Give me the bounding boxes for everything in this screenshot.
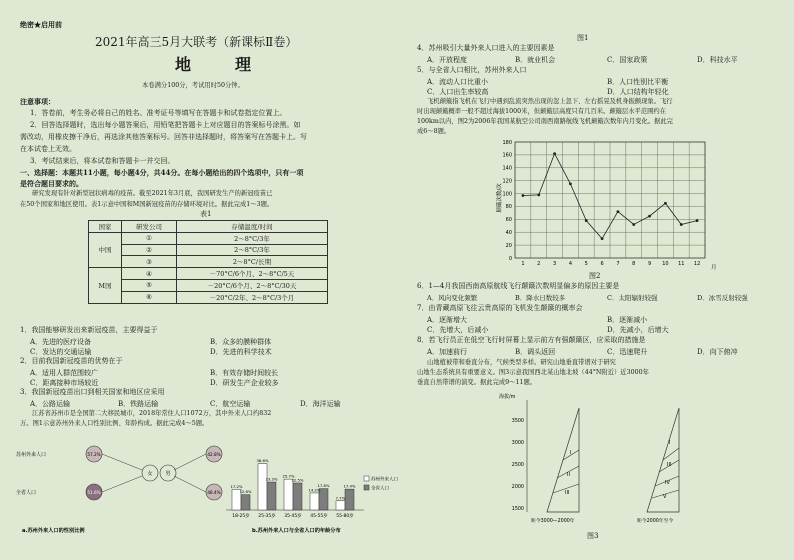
option[interactable]: A．流动人口比重小 [427, 78, 489, 86]
bar-label: 17.2% [230, 483, 243, 489]
question-stem: 5．与全省人口相比，苏州外来人口 [417, 66, 527, 74]
option[interactable]: B．逐渐减小 [607, 316, 648, 324]
pct-label: 57.2% [87, 452, 101, 457]
question-stem: 7．由青藏高原飞往云贵高原的飞机发生颠簸的概率会 [417, 304, 583, 312]
x-tick-label: 7 [616, 261, 620, 267]
passage-line: 山地生态系统具有重要意义。图3示意我国西北某山地北坡（44°N附近）近3000年 [417, 369, 649, 376]
bar-migrant [310, 493, 319, 510]
option[interactable]: D．冰雪反射较强 [697, 294, 748, 302]
zone-label: II [567, 472, 570, 478]
y-tick-label: 80 [505, 204, 512, 211]
option[interactable]: C．距离接种市场较近 [30, 379, 99, 387]
tick-label: 3500 [511, 419, 524, 424]
category-label: 55-80岁 [336, 514, 354, 519]
legend-label: 全省人口 [371, 486, 389, 492]
category-label: 35-45岁 [284, 514, 302, 519]
y-tick-label: 140 [502, 165, 512, 172]
passage-line: 研究发现有针对新型冠状病毒的疫苗。截至2021年3月底，我国研发生产的新冠疫苗已 [32, 190, 273, 197]
y-tick-label: 160 [502, 152, 512, 159]
passage-line: 在50个国家和地区使用。表1示意中国和M国新冠疫苗的存储环境对比。据此完成1～3题。 [20, 201, 274, 208]
passage-line: 垂直自然带谱的演变。据此完成9～11题。 [417, 379, 537, 386]
option[interactable]: D．海洋运输 [300, 400, 341, 408]
y-tick-label: 40 [505, 230, 512, 237]
vegetation-belts-diagram [497, 390, 747, 530]
x-tick-label: 6 [600, 261, 604, 267]
data-point [522, 194, 525, 197]
bar-label: 17.4% [343, 483, 356, 489]
zone-label: I [669, 440, 671, 446]
zone-label: III [565, 490, 570, 496]
option[interactable]: A．适用人群范围较广 [30, 369, 99, 377]
question-stem: 2．目前我国新冠疫苗的优势在于 [20, 357, 123, 365]
notes-heading: 注意事项： [20, 97, 55, 106]
data-point [648, 215, 651, 218]
table-cell: －20°C/2年、2～8°C/3个月 [177, 291, 328, 303]
option[interactable]: A．先进的医疗设备 [30, 338, 92, 346]
note-line: 2．回答选择题时，选出每小题答案后，用铅笔把答题卡上对应题目的答案标号涂黑。如 [30, 121, 301, 129]
bar-label: 14.2% [308, 487, 321, 493]
question-stem: 1．我国能够研发出来新冠疫苗，主要得益于 [20, 326, 158, 334]
vaccine-table [88, 220, 328, 304]
table-cell: 2～8°C/3年 [177, 232, 328, 244]
passage-line: 山地植被带和垂直分布，气候类型多样。研究山地垂直带谱对于研究 [427, 359, 616, 366]
x-tick-label: 1 [521, 261, 525, 267]
option[interactable]: B．人口性别比平衡 [607, 78, 669, 86]
y-tick-label: 100 [502, 191, 512, 198]
table-cell: 2～8°C/长期 [177, 256, 328, 268]
x-axis-title: 月 [711, 265, 717, 271]
country-cell: M国 [89, 268, 122, 303]
tick-label: 2500 [511, 463, 524, 468]
diagram-label: 苏州外来人口 [16, 452, 47, 458]
option[interactable]: B．降水日数较多 [515, 294, 566, 302]
table-cell: －20°C/6个月、2～8°C/30天 [177, 279, 328, 291]
passage-line: 时出现颠簸概率一般不超过海拔1000米，但颠簸层高度只有几百米。颠簸层水平范围约在 [417, 108, 667, 115]
option[interactable]: B．有效存储时间较长 [210, 369, 279, 377]
caption-b: b.苏州外来人口与全省人口的年龄分布 [252, 528, 341, 534]
y-tick-label: 120 [502, 178, 512, 185]
data-point [569, 182, 572, 185]
mountain-b [637, 408, 679, 524]
table-cell: ⑥ [122, 291, 177, 303]
data-point [617, 210, 620, 213]
option[interactable]: D．人口结构年轻化 [607, 88, 669, 96]
mountain-a [531, 408, 579, 524]
data-point [632, 223, 635, 226]
zone-label: III [667, 462, 672, 468]
gender-label: 男 [165, 471, 171, 477]
question-stem: 3．我国新冠疫苗出口到相关国家和地区应采用 [20, 388, 165, 396]
question-stem: 4．苏州吸引大量外来人口进入的主要因素是 [417, 44, 555, 52]
bar-province [345, 489, 354, 510]
category-label: 25-35岁 [258, 514, 276, 519]
passage-line: 成6～8题。 [417, 128, 451, 135]
section-heading: 是符合题目要求的。 [20, 179, 83, 188]
table-cell: ⑤ [122, 279, 177, 291]
turbulence-line-chart [487, 136, 727, 272]
x-tick-label: 3 [552, 261, 557, 267]
data-point [553, 152, 556, 155]
caption: 距今3000—2000年 [531, 519, 575, 524]
x-tick-label: 11 [678, 261, 685, 267]
zone-label: V [663, 494, 667, 500]
data-point [664, 202, 667, 205]
passage-line: 飞机颠簸指飞机在飞行中遇到乱流突然出现的忽上忽下、左右摇晃及机身振颤现象。飞行 [427, 98, 673, 105]
legend-label: 苏州外来人口 [371, 477, 398, 483]
tick-label: 3000 [511, 441, 524, 446]
note-line: 1．答卷前，考生务必将自己的姓名、准考证号等填写在答题卡和试卷指定位置上。 [30, 109, 287, 117]
figure-label: 图3 [587, 532, 599, 540]
y-tick-label: 60 [505, 217, 512, 224]
data-point [585, 219, 588, 222]
caption: 距今2000年至今 [637, 519, 674, 524]
gender-label: 女 [147, 471, 153, 477]
pct-label: 42.8% [207, 452, 221, 457]
y-tick-label: 20 [505, 242, 512, 249]
table-header: 研发公司 [122, 221, 177, 233]
passage-line: 江苏省苏州市是全国第二大移民城市，2018年常住人口1072万，其中外来人口约832 [32, 410, 272, 417]
table-title: 表1 [200, 210, 212, 218]
option[interactable]: A．加速前行 [427, 348, 468, 356]
bar-province [267, 482, 276, 510]
y-tick-label: 180 [502, 139, 512, 146]
secret-label: 绝密★启用前 [20, 20, 62, 29]
bar-label: 12.8% [239, 489, 252, 495]
table-cell: 2～8°C/3年 [177, 244, 328, 256]
option[interactable]: C．太阳辐射较强 [607, 294, 658, 302]
option[interactable]: D．向下俯冲 [697, 348, 738, 356]
x-tick-label: 5 [584, 261, 588, 267]
x-tick-label: 8 [632, 261, 636, 267]
x-tick-label: 2 [537, 261, 541, 267]
data-point [696, 219, 699, 222]
figure-label: 图2 [589, 272, 601, 280]
passage-line: 100km以内，图2为2006年我国某航空公司南西南路航线飞机颠簸次数年内月变化。据此完 [417, 118, 673, 125]
note-line: 需改动，用橡皮擦干净后，再选涂其他答案标号。回答非选择题时，将答案写在答题卡上。写 [20, 133, 307, 141]
tick-label: 2000 [511, 485, 524, 490]
pct-label: 51.6% [87, 490, 101, 495]
legend-swatch [364, 485, 369, 490]
bar-label: 7.7% [335, 495, 346, 501]
x-tick-label: 9 [647, 261, 652, 267]
exam-title: 2021年高三5月大联考（新课标Ⅱ卷） [95, 35, 298, 49]
question-stem: 6．1—4月我国西南高原航线飞行颠簸次数明显偏多的原因主要是 [417, 282, 620, 290]
option[interactable]: C．人口出生率较高 [427, 88, 489, 96]
bar-label: 17.8% [317, 483, 330, 489]
data-point [601, 237, 604, 240]
data-point [537, 193, 540, 196]
bar-label: 22.5% [291, 477, 304, 483]
x-tick-label: 10 [662, 261, 669, 267]
gender-diagram [16, 446, 222, 534]
bar-province [293, 483, 302, 510]
option[interactable]: D．研发生产企业较多 [210, 379, 279, 387]
note-line: 3．考试结束后，将本试卷和答题卡一并交回。 [30, 157, 175, 165]
y-axis-title: 颠簸次数/次 [497, 183, 503, 213]
bar-label: 25.7% [282, 473, 295, 479]
table-cell: ④ [122, 268, 177, 280]
option[interactable]: A．逐渐增大 [427, 316, 468, 324]
category-label: 45-55岁 [310, 514, 328, 519]
bar-label: 23.3% [265, 476, 278, 482]
option[interactable]: C．国家政策 [607, 56, 648, 64]
caption-a: a.苏州外来人口的性别比例 [22, 528, 85, 534]
bar-migrant [284, 479, 293, 510]
bar-migrant [336, 501, 345, 510]
pct-label: 48.4% [207, 490, 221, 495]
figure-label: 图1 [577, 34, 589, 42]
option[interactable]: A．公路运输 [30, 400, 71, 408]
table-cell: －70°C/6个月、2～8°C/5天 [177, 268, 328, 280]
question-stem: 8．若飞行员正在低空飞行时屏幕上显示前方有强颠簸区，应采取的措施是 [417, 336, 646, 344]
table-header: 国家 [89, 221, 122, 233]
table-cell: ② [122, 244, 177, 256]
bar-label: 38.6% [256, 458, 269, 464]
option[interactable]: B．就业机会 [515, 56, 556, 64]
note-line: 在本试卷上无效。 [20, 145, 76, 153]
bar-province [241, 495, 250, 510]
age-bar-chart [226, 458, 398, 534]
table-header: 存储温度/时间 [177, 221, 328, 233]
y-axis-title: 海拔/m [499, 394, 516, 400]
x-tick-label: 12 [693, 261, 701, 267]
data-point [680, 223, 683, 226]
table-cell: ③ [122, 256, 177, 268]
bar-migrant [258, 464, 267, 510]
y-ticks [512, 418, 524, 512]
option[interactable]: A．开放程度 [427, 56, 468, 64]
zone-label: I [570, 450, 572, 456]
legend-swatch [364, 476, 369, 481]
option[interactable]: C．迅速爬升 [607, 348, 648, 356]
country-cell: 中国 [89, 232, 122, 267]
diagram-label: 全省人口 [16, 490, 37, 496]
option[interactable]: A．风向变化频繁 [427, 294, 478, 302]
option[interactable]: B．铁路运输 [118, 400, 159, 408]
option[interactable]: C．发达的交通运输 [30, 348, 92, 356]
option[interactable]: D．先进的科学技术 [210, 348, 272, 356]
option[interactable]: C．航空运输 [210, 400, 251, 408]
passage-line: 万。图1示意苏州外来人口性别比例、年龄构成。据此完成4～5题。 [20, 420, 209, 427]
figure1 [14, 432, 398, 538]
tick-label: 1500 [511, 507, 524, 512]
subject-title: 地 理 [175, 55, 266, 74]
category-label: 18-25岁 [232, 514, 250, 519]
y-tick-label: 0 [508, 255, 512, 262]
option[interactable]: C．先增大，后减小 [427, 326, 489, 334]
option[interactable]: B．众多的膜种群体 [210, 338, 272, 346]
option[interactable]: D．科技水平 [697, 56, 738, 64]
table-cell: ① [122, 232, 177, 244]
x-tick-label: 4 [568, 261, 573, 267]
score-note: 本卷满分100分，考试用时50分钟。 [142, 82, 244, 89]
zone-label: IV [665, 480, 670, 486]
section-heading: 一、选择题：本题共11小题，每小题4分，共44分。在每小题给出的四个选项中，只有一项 [20, 168, 304, 177]
option[interactable]: B．调头返回 [515, 348, 556, 356]
option[interactable]: D．先减小，后增大 [607, 326, 669, 334]
